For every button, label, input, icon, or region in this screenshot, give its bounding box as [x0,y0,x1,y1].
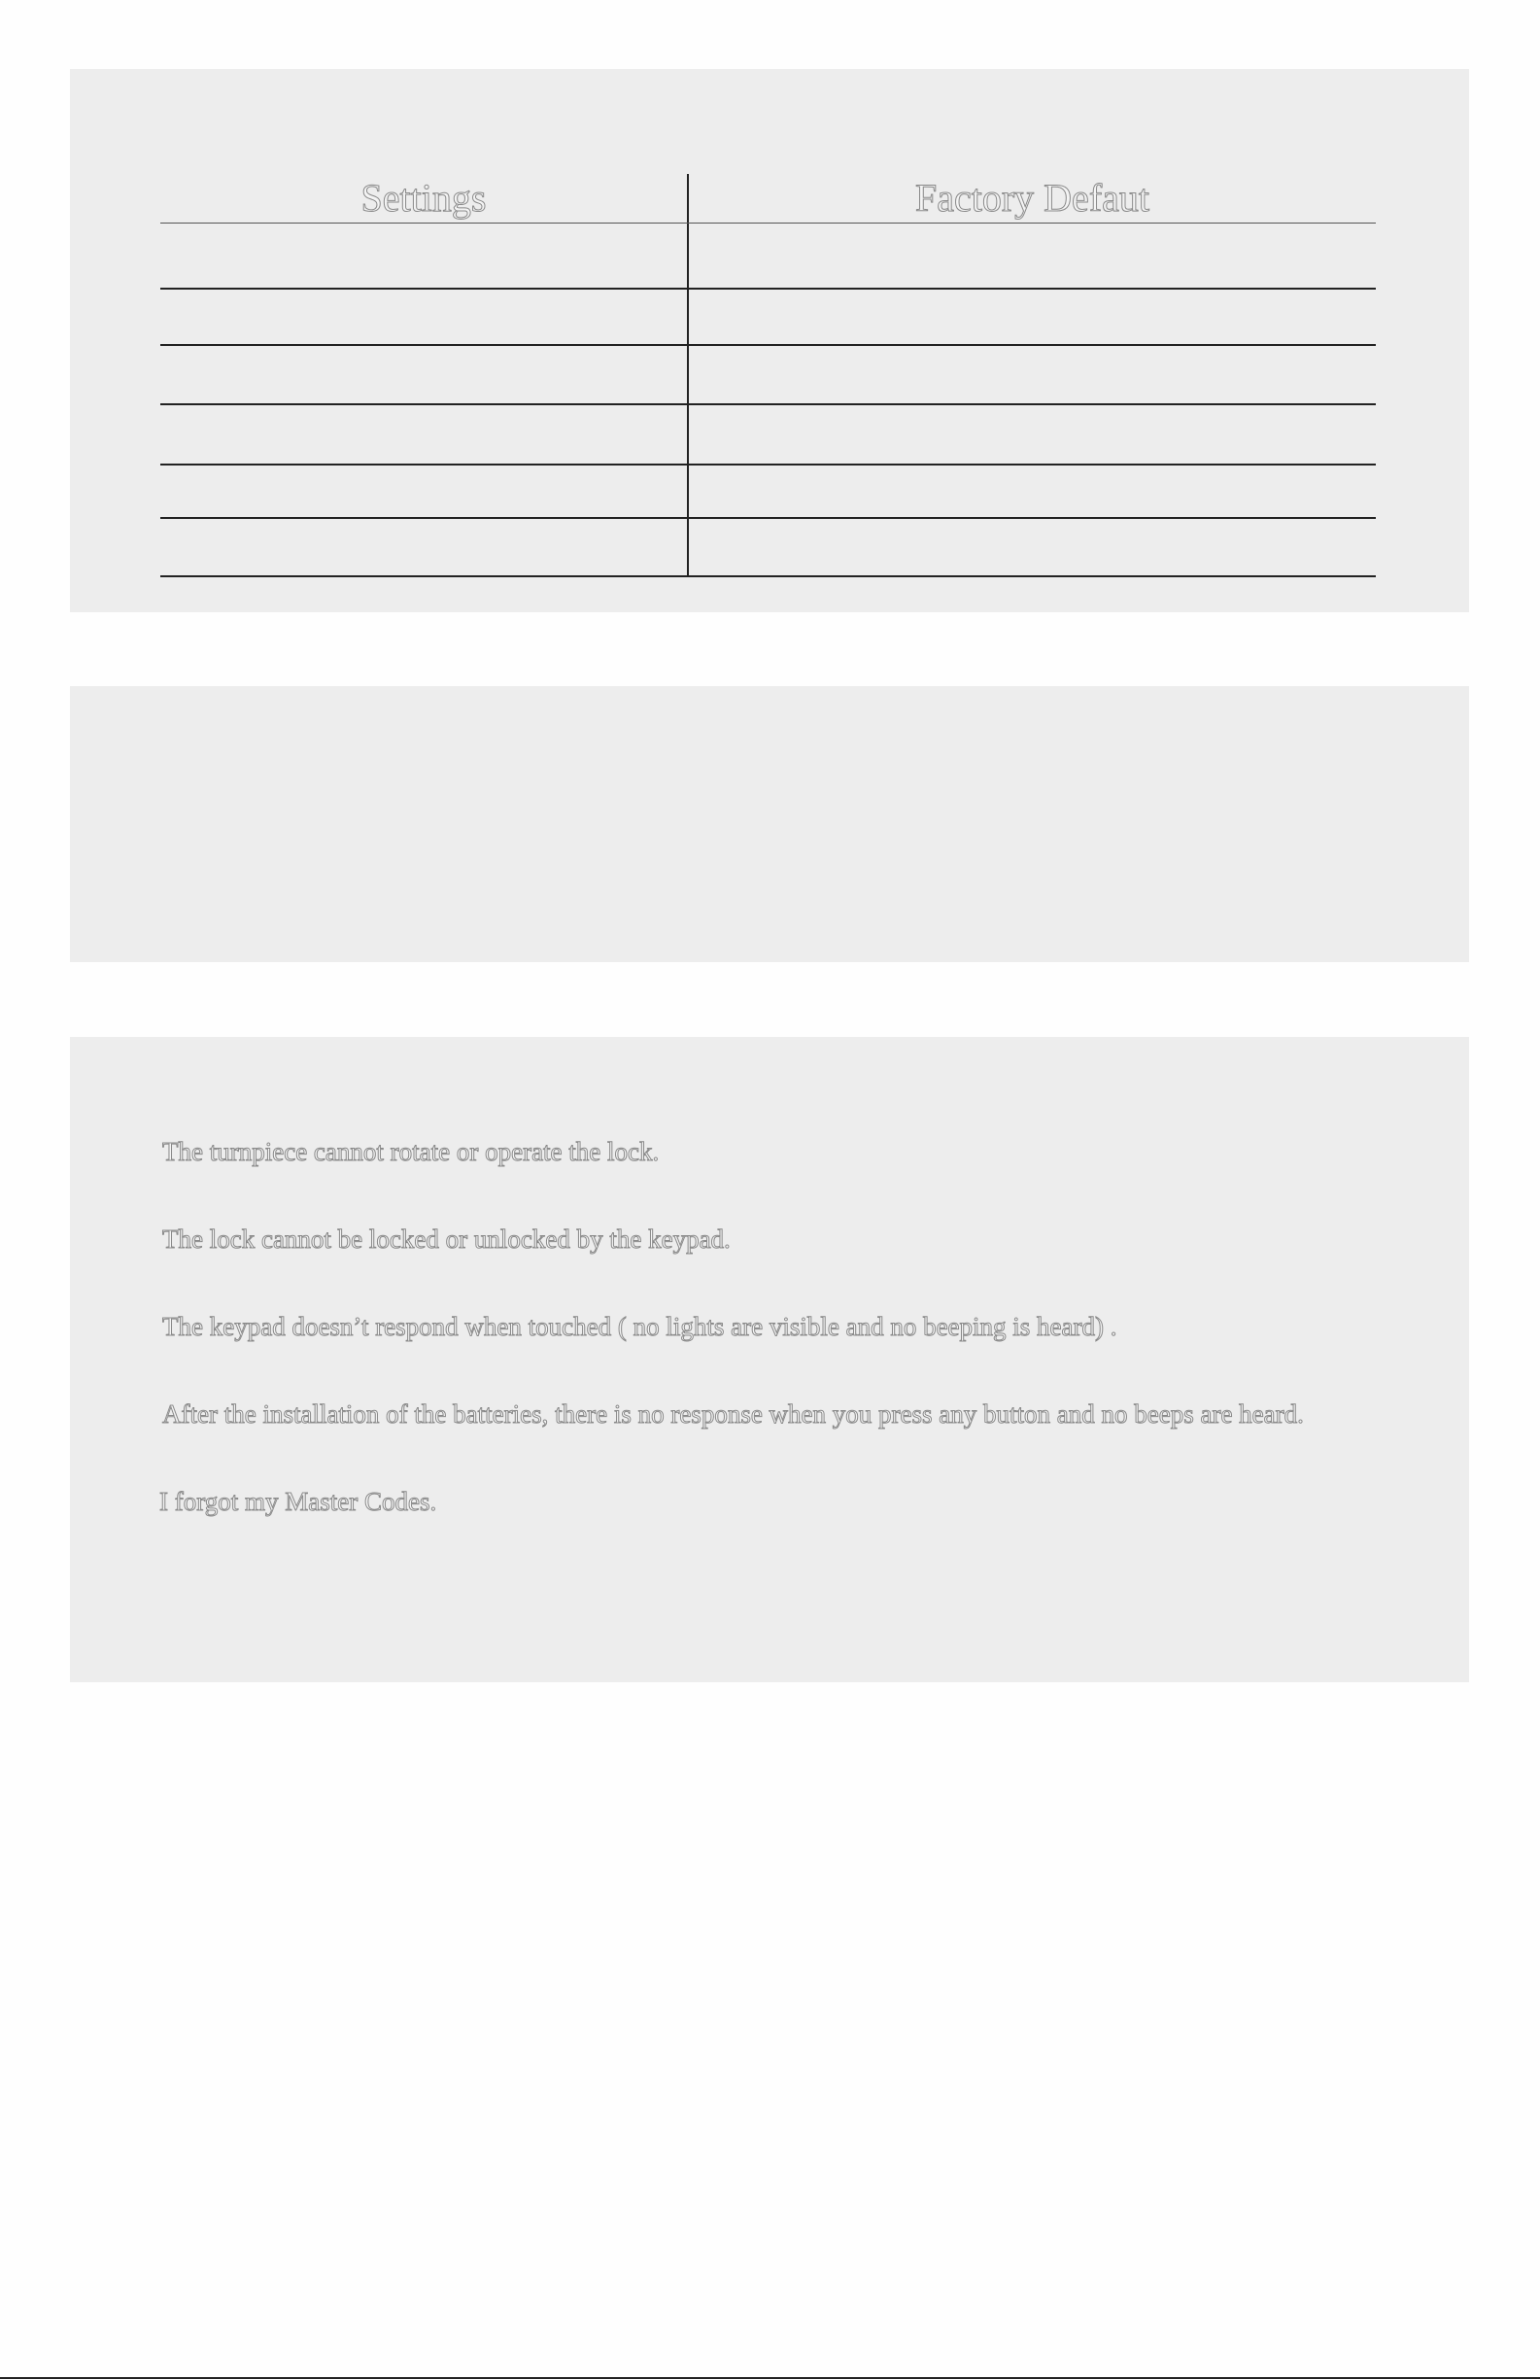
row-rule [160,344,1376,346]
settings-panel [70,69,1469,612]
page-bottom-rule [0,2377,1540,2379]
settings-column-header: Settings [360,176,487,220]
row-rule [160,288,1376,290]
row-rule [160,464,1376,466]
troubleshooting-item: After the installation of the batteries, there is no response when you press any button and no beeps are heard. [162,1399,1304,1429]
settings-table [160,174,1376,577]
row-rule [160,517,1376,519]
troubleshooting-item: The lock cannot be locked or unlocked by the keypad. [162,1224,731,1254]
factory-default-column-header: Factory Defaut [914,176,1149,220]
troubleshooting-item: I forgot my Master Codes. [159,1487,437,1516]
troubleshooting-panel [70,1037,1469,1682]
blank-panel [70,686,1469,962]
troubleshooting-item: The turnpiece cannot rotate or operate the lock. [162,1137,660,1166]
troubleshooting-item: The keypad doesn’t respond when touched ( no lights are visible and no beeping is heard) . [162,1312,1117,1341]
row-rule [160,575,1376,577]
row-rule [160,403,1376,405]
header-rule [160,223,1376,224]
